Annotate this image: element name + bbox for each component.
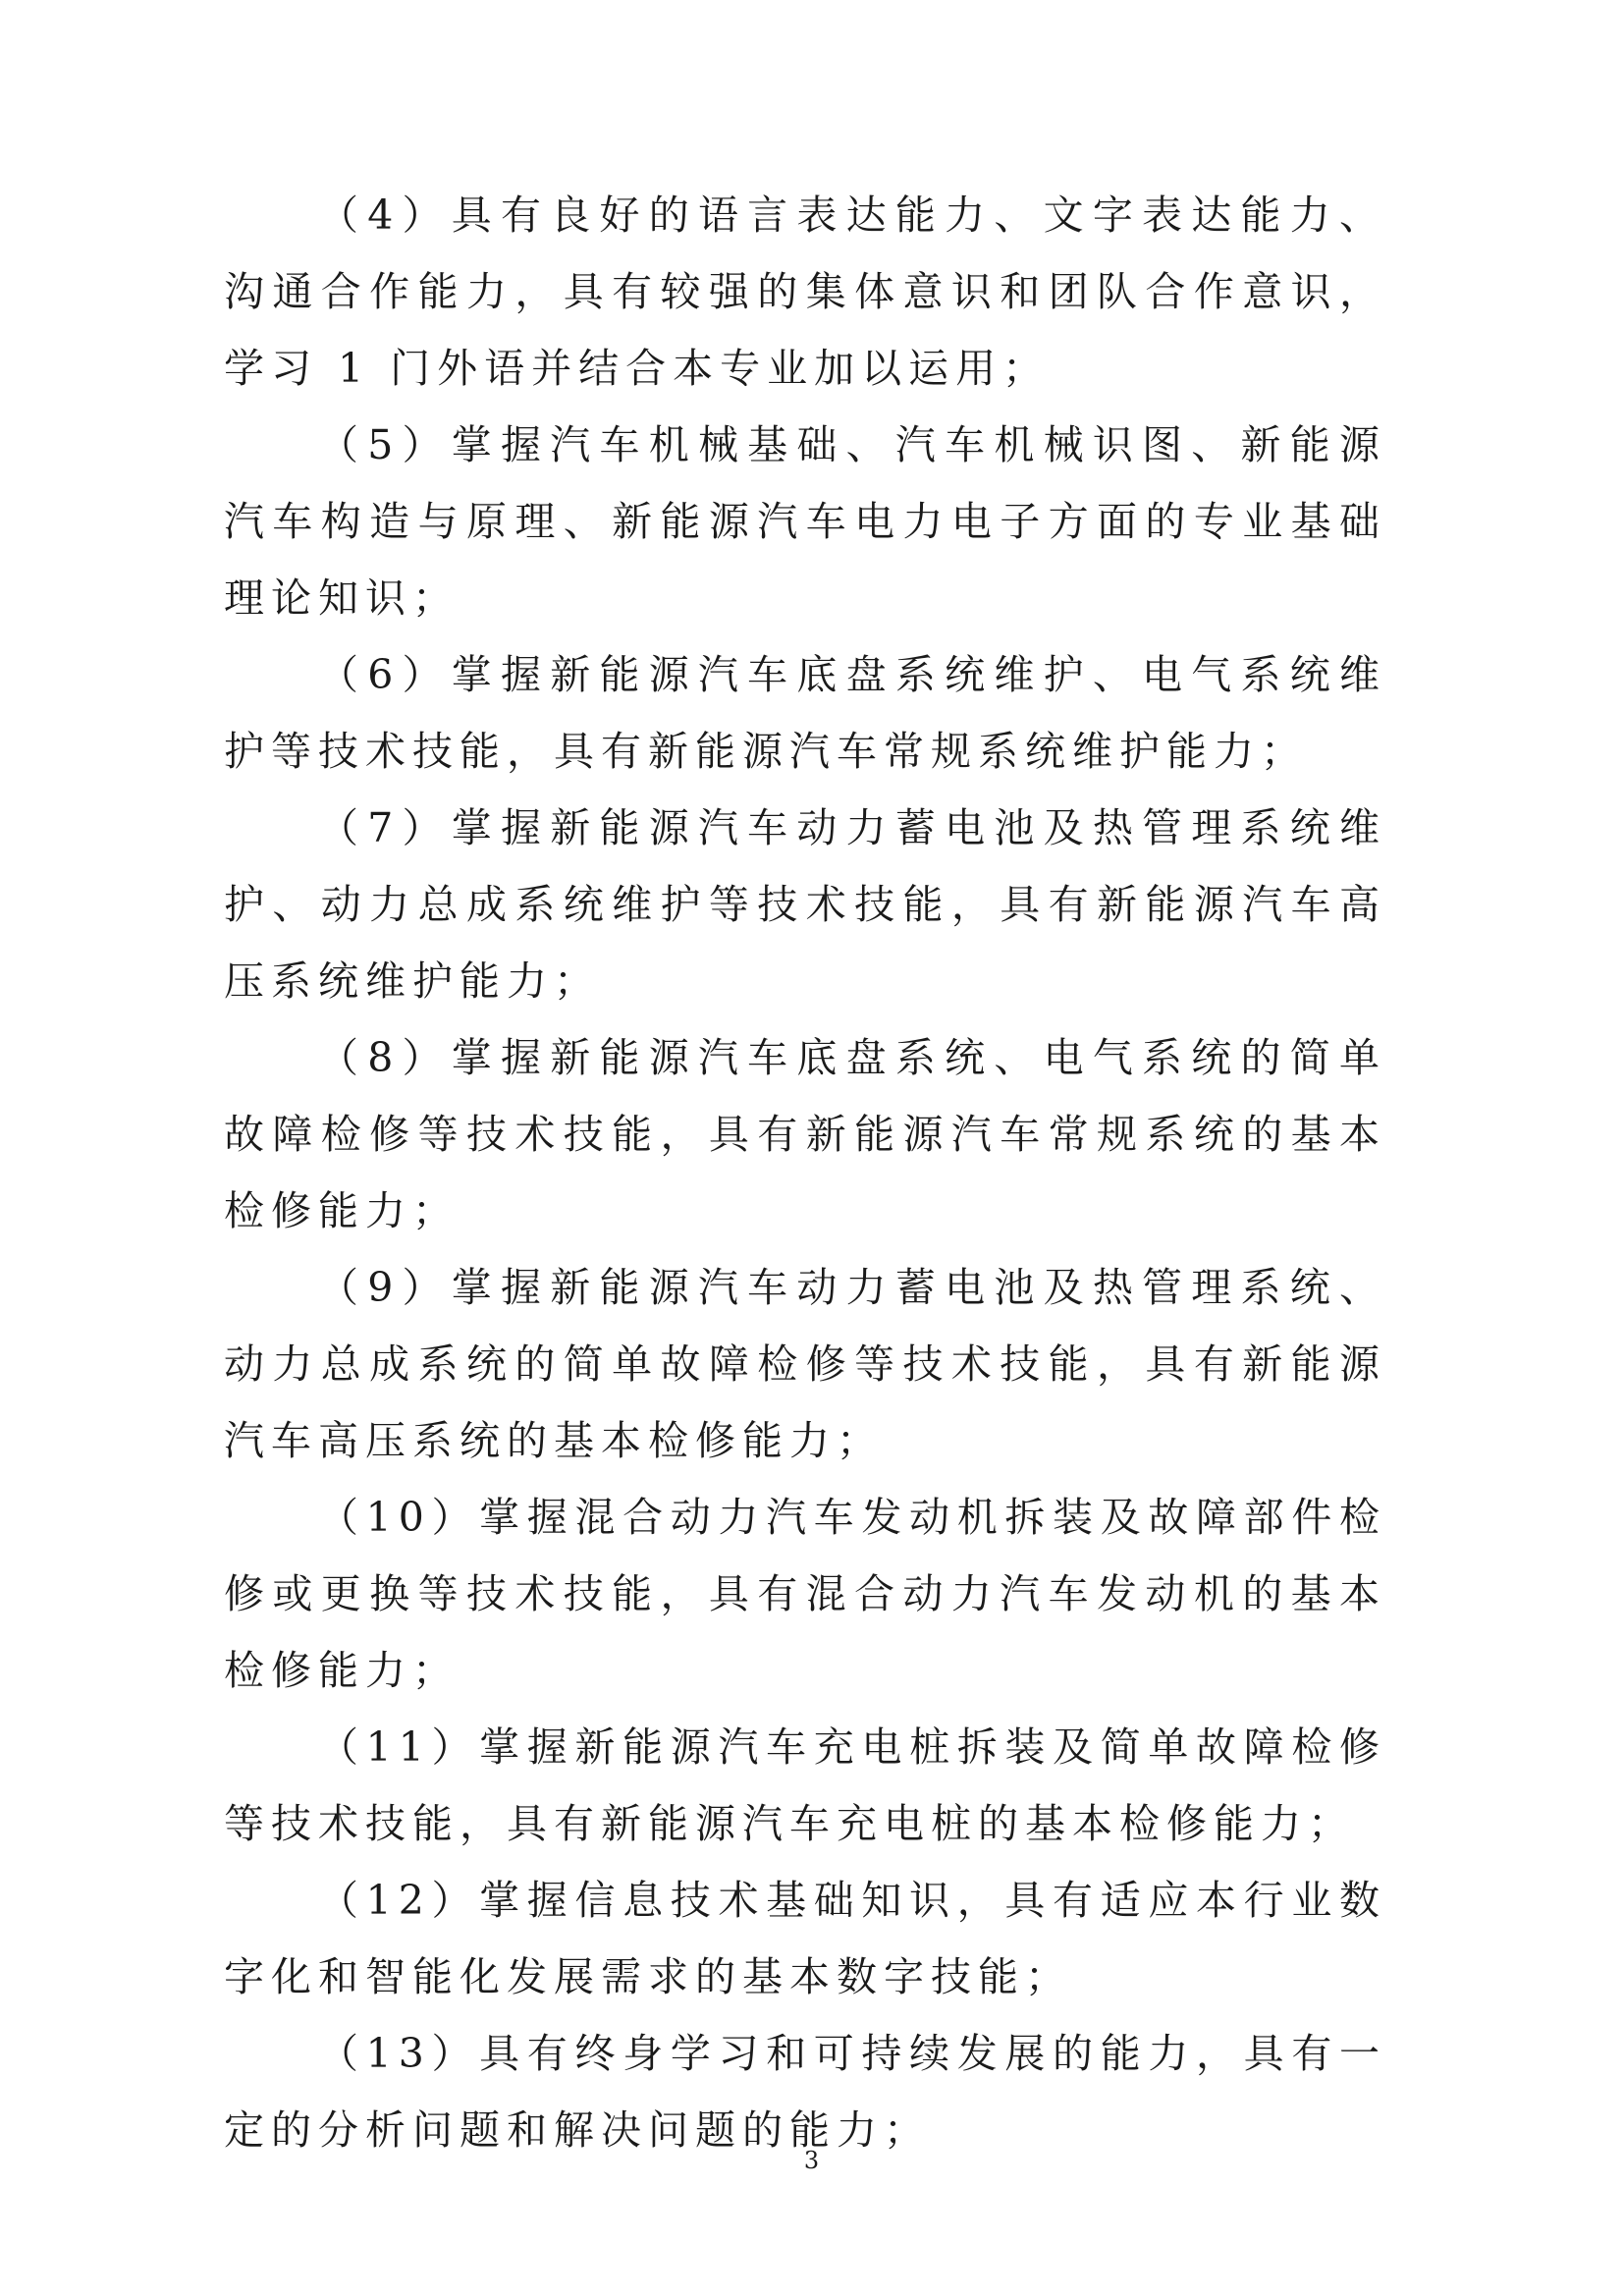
paragraph-item-10: （10）掌握混合动力汽车发动机拆装及故障部件检修或更换等技术技能，具有混合动力汽车发动机的基本检修能力；	[224, 1494, 1386, 1694]
paragraph-item-6: （6）掌握新能源汽车底盘系统维护、电气系统维护等技术技能，具有新能源汽车常规系统维护能力；	[224, 651, 1386, 775]
paragraph-item-8: （8）掌握新能源汽车底盘系统、电气系统的简单故障检修等技术技能，具有新能源汽车常规系统的基本检修能力；	[224, 1034, 1386, 1234]
document-body	[224, 177, 1386, 2168]
page-number: 3	[803, 2147, 820, 2174]
paragraph-item-13: （13）具有终身学习和可持续发展的能力，具有一定的分析问题和解决问题的能力；	[224, 2030, 1386, 2154]
paragraph-item-7: （7）掌握新能源汽车动力蓄电池及热管理系统维护、动力总成系统维护等技术技能，具有新能源汽车高压系统维护能力；	[224, 804, 1386, 1005]
paragraph-item-9: （9）掌握新能源汽车动力蓄电池及热管理系统、动力总成系统的简单故障检修等技术技能，具有新能源汽车高压系统的基本检修能力；	[224, 1264, 1386, 1464]
paragraph-item-11: （11）掌握新能源汽车充电桩拆装及简单故障检修等技术技能，具有新能源汽车充电桩的基本检修能力；	[224, 1723, 1386, 1847]
paragraph-item-12: （12）掌握信息技术基础知识，具有适应本行业数字化和智能化发展需求的基本数字技能；	[224, 1877, 1386, 2000]
paragraph-item-5: （5）掌握汽车机械基础、汽车机械识图、新能源汽车构造与原理、新能源汽车电力电子方面的专业基础理论知识；	[224, 421, 1386, 622]
paragraph-item-4: （4）具有良好的语言表达能力、文字表达能力、沟通合作能力，具有较强的集体意识和团队合作意识，学习 1 门外语并结合本专业加以运用；	[224, 191, 1386, 392]
